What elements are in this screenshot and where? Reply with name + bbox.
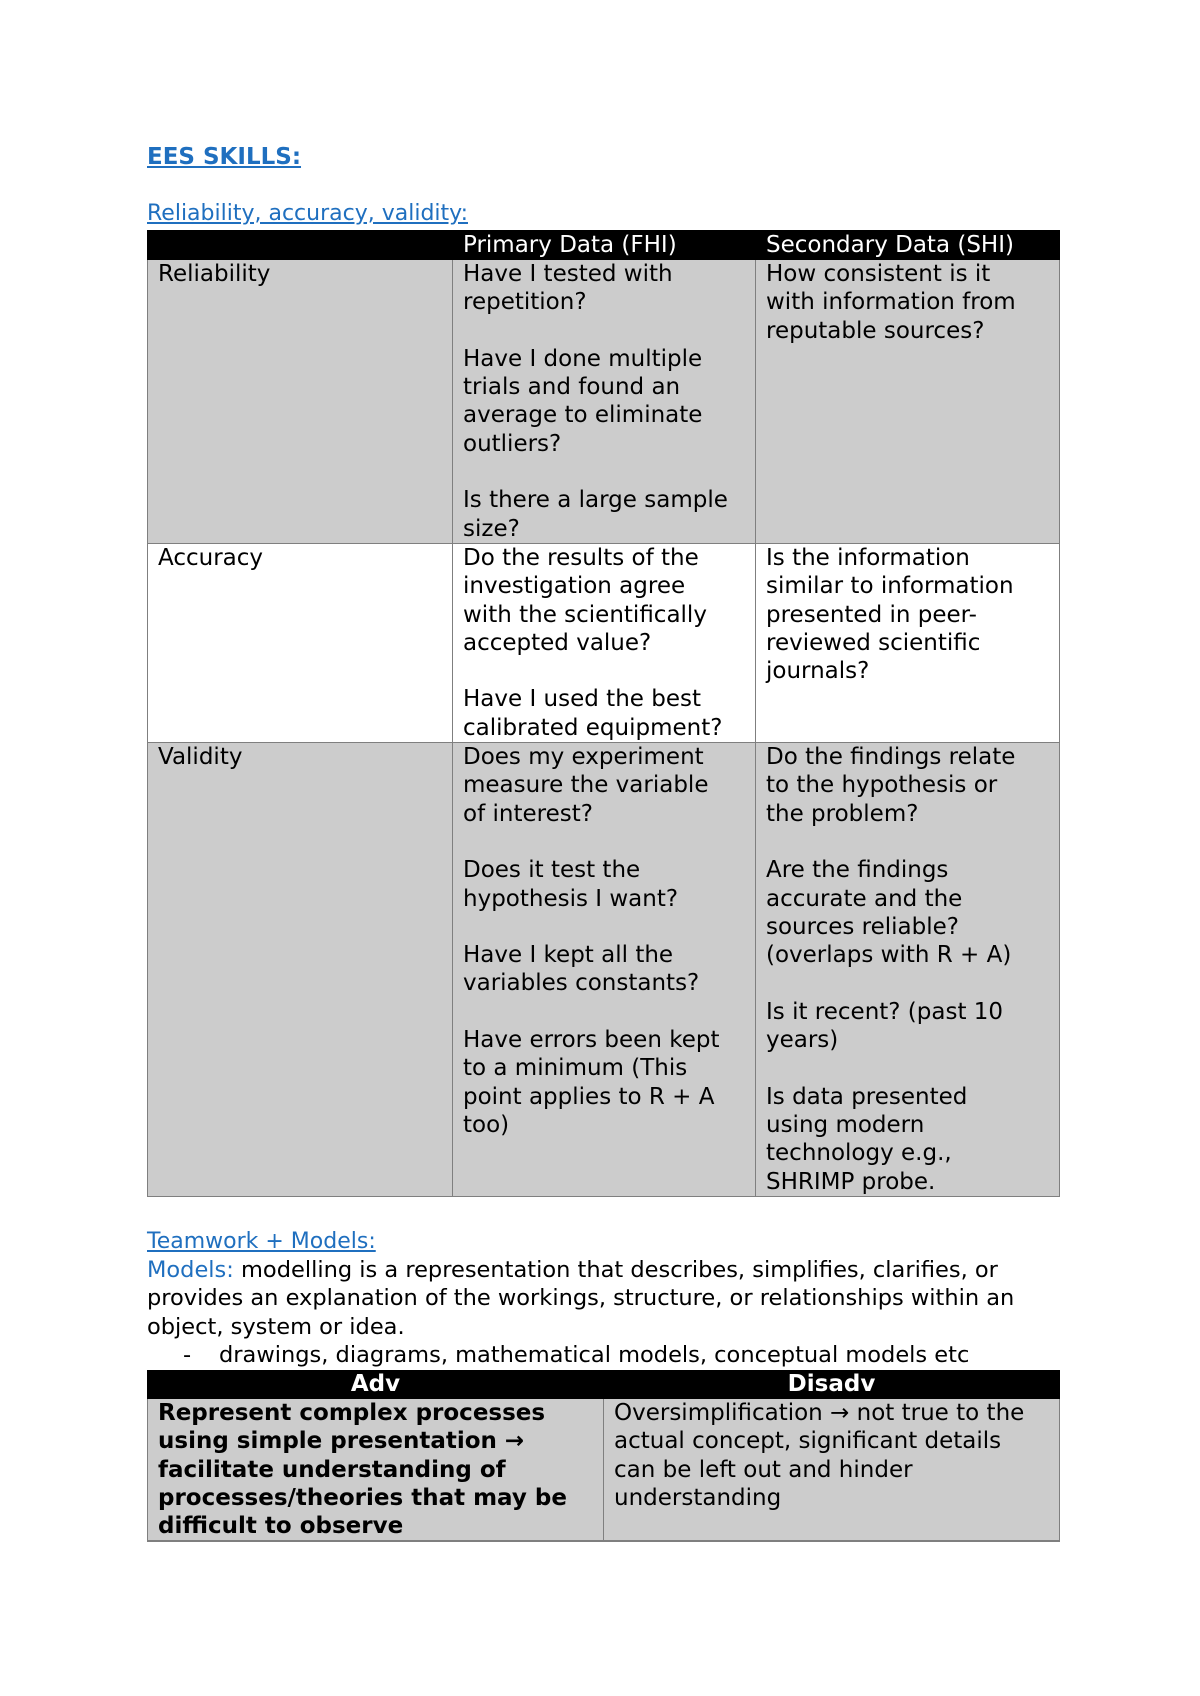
text-line: Does it test the (463, 857, 641, 884)
text-line: Have I done multiple (463, 345, 703, 372)
text-line: presented in peer- (766, 601, 977, 628)
text-line: reviewed scientific (766, 629, 981, 656)
text-line: with the scientifically (463, 601, 707, 628)
section-heading-teamwork: Teamwork + Models: (147, 1229, 376, 1254)
table-row (148, 543, 1060, 742)
text-line: years) (766, 1027, 839, 1054)
header-secondary: Secondary Data (SHI) (756, 231, 1060, 260)
text-line: too) (463, 1111, 510, 1138)
text-line: accepted value? (463, 629, 652, 656)
text-line: repetition? (463, 289, 587, 316)
text-line: investigation agree (463, 573, 686, 600)
text-line: the problem? (766, 800, 919, 827)
text-line: point applies to R + A (463, 1083, 715, 1110)
bullet-dash: - (183, 1342, 192, 1368)
models-paragraph (147, 1256, 1059, 1341)
list-item (183, 1341, 969, 1369)
text-line: hypothesis I want? (463, 885, 679, 912)
text-line: Is it recent? (past 10 (766, 998, 1004, 1025)
text-line: Is there a large sample (463, 487, 728, 514)
text-line: size? (463, 515, 520, 542)
text-line: trials and found an (463, 374, 681, 401)
header-primary: Primary Data (FHI) (453, 231, 756, 260)
header-empty (148, 231, 453, 260)
text-line: average to eliminate (463, 402, 703, 429)
models-label: Models: (147, 1257, 234, 1283)
text-line: calibrated equipment? (463, 714, 723, 741)
table-header-row (148, 1371, 1060, 1399)
text-line: Have I tested with (463, 261, 673, 287)
table-row (148, 743, 1060, 1197)
header-disadv: Disadv (604, 1371, 1060, 1399)
text-line: How consistent is it (766, 261, 991, 287)
text-line: variables constants? (463, 970, 700, 997)
text-line: technology e.g., (766, 1140, 952, 1167)
secondary-cell (756, 743, 1060, 1197)
section-heading-reliability: Reliability, accuracy, validity: (147, 201, 468, 226)
blank-line (463, 913, 745, 941)
text-line: SHRIMP probe. (766, 1168, 936, 1195)
text-line: reputable sources? (766, 317, 985, 344)
table-header-row (148, 231, 1060, 260)
text-line: to the hypothesis or (766, 772, 998, 799)
primary-cell (453, 543, 756, 742)
bullet-text: drawings, diagrams, mathematical models, conceptual models etc (219, 1342, 970, 1368)
text-line: Is the information (766, 544, 970, 571)
header-adv: Adv (148, 1371, 604, 1399)
blank-line (766, 828, 1049, 856)
text-line: Are the findings (766, 857, 949, 884)
row-label: Validity (148, 743, 453, 1197)
text-line: Do the results of the (463, 544, 699, 571)
text-line: accurate and the (766, 885, 963, 912)
primary-cell (453, 743, 756, 1197)
data-quality-table (147, 230, 1060, 1197)
text-line: to a minimum (This (463, 1055, 688, 1082)
primary-cell (453, 260, 756, 544)
secondary-cell (756, 543, 1060, 742)
text-line: using modern (766, 1111, 925, 1138)
text-line: (overlaps with R + A) (766, 942, 1012, 969)
text-line: Do the findings relate (766, 744, 1016, 771)
blank-line (463, 998, 745, 1026)
row-label: Reliability (148, 260, 453, 544)
disadv-cell: Oversimplification → not true to the actual concept, significant details can be left out and hinder understanding (604, 1399, 1060, 1542)
secondary-cell (756, 260, 1060, 544)
blank-line (766, 1054, 1049, 1082)
text-line: Does my experiment (463, 744, 704, 771)
text-line: with information from (766, 289, 1016, 316)
text-line: Have I used the best (463, 686, 701, 713)
text-line: sources reliable? (766, 913, 959, 940)
text-line: Have errors been kept (463, 1027, 720, 1054)
page-title: EES SKILLS: (147, 144, 302, 170)
text-line: similar to information (766, 573, 1014, 600)
models-adv-disadv-table (147, 1370, 1060, 1542)
text-line: Is data presented (766, 1083, 968, 1110)
adv-cell: Represent complex processes using simple presentation → facilitate understanding of processes/theories that may be difficult to observe (148, 1399, 604, 1542)
text-line: measure the variable (463, 772, 709, 799)
row-label: Accuracy (148, 543, 453, 742)
models-definition: modelling is a representation that describes, simplifies, clarifies, or provides an explanation of the workings, structure, or relationships within an object, system or idea. (147, 1257, 1015, 1340)
table-row (148, 260, 1060, 544)
blank-line (463, 458, 745, 486)
blank-line (463, 317, 745, 345)
text-line: of interest? (463, 800, 593, 827)
table-row (148, 1399, 1060, 1542)
text-line: Have I kept all the (463, 942, 674, 969)
blank-line (766, 969, 1049, 997)
blank-line (463, 657, 745, 685)
text-line: journals? (766, 658, 870, 685)
text-line: outliers? (463, 430, 562, 457)
blank-line (463, 828, 745, 856)
